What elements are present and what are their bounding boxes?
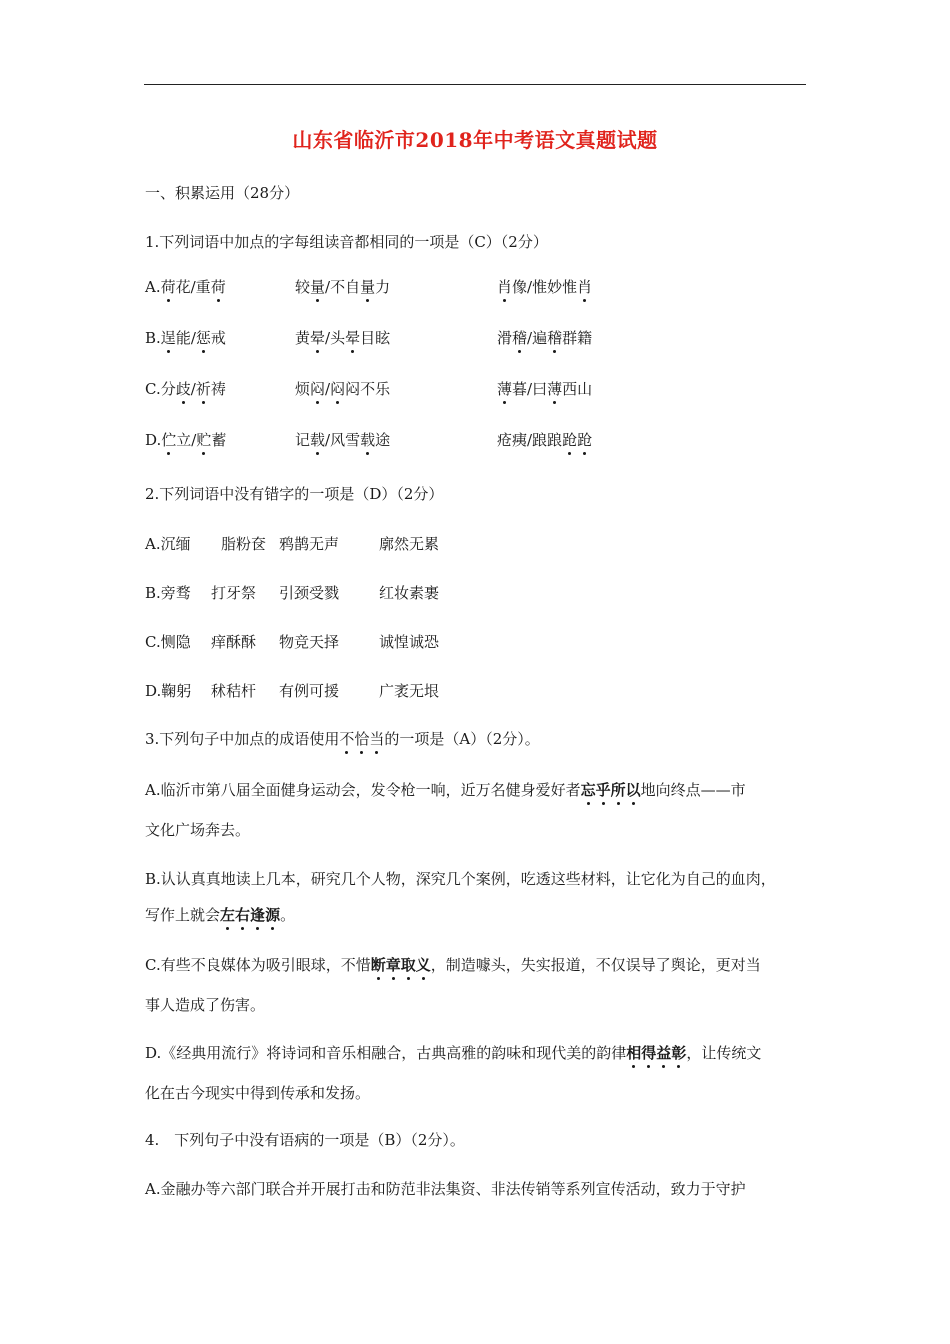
q2-option-b-col2: 打牙祭: [211, 584, 257, 602]
q1-option-d-col1: D.伫立/贮蓄: [145, 431, 227, 449]
question-1-stem: 1.下列词语中加点的字每组读音都相同的一项是（C）（2分）: [145, 233, 548, 251]
q2-option-c-col3: 物竞天择: [279, 633, 340, 651]
q3-option-c-line2: 事人造成了伤害。: [145, 996, 266, 1014]
q1-option-a-col3: 肖像/惟妙惟肖: [497, 278, 593, 296]
q1-option-b-col3: 滑稽/遍稽群籍: [497, 329, 593, 347]
q1-option-d-col2: 记载/风雪载途: [295, 431, 391, 449]
q1-option-c-col1: C.分歧/祈祷: [145, 380, 226, 398]
top-rule: [144, 84, 806, 85]
q2-option-a-col2: 脂粉奁: [221, 535, 267, 553]
q3-option-d-line1: D.《经典用流行》将诗词和音乐相融合，古典高雅的韵味和现代美的韵律相得益彰，让传统文: [145, 1044, 762, 1062]
q1-option-c-col3: 薄暮/曰薄西山: [497, 380, 593, 398]
q3-option-b-line1: B.认认真真地读上几本，研究几个人物，深究几个案例，吃透这些材料，让它化为自己的血肉，: [145, 870, 776, 888]
section-heading: 一、积累运用（28分）: [145, 184, 300, 202]
q2-option-b-col1: B.旁骛: [145, 584, 191, 602]
q2-option-b-col3: 引颈受戮: [279, 584, 340, 602]
q2-option-d-col2: 秫秸杆: [211, 682, 257, 700]
q1-option-c-col2: 烦闷/闷闷不乐: [295, 380, 391, 398]
q4-option-a-line1: A.金融办等六部门联合并开展打击和防范非法集资、非法传销等系列宣传活动，致力于守护: [145, 1180, 746, 1198]
q3-option-c-line1: C.有些不良媒体为吸引眼球，不惜断章取义，制造噱头，失实报道，不仅误导了舆论，更对当: [145, 956, 761, 974]
q2-option-d-col1: D.鞠躬: [145, 682, 192, 700]
q2-option-a-col1: A.沉缅: [145, 535, 191, 553]
q3-option-b-line2: 写作上就会左右逢源。: [145, 906, 296, 924]
q2-option-c-col4: 诚惶诚恐: [379, 633, 440, 651]
q2-option-c-col1: C.恻隐: [145, 633, 191, 651]
q2-option-b-col4: 红妆素裹: [379, 584, 440, 602]
question-3-stem: 3.下列句子中加点的成语使用不恰当的一项是（A）（2分）。: [145, 730, 540, 748]
q3-idiom-b: 左右逢源: [220, 906, 281, 924]
q1-option-a-col1: A.荷花/重荷: [145, 278, 226, 296]
q2-option-d-col4: 广袤无垠: [379, 682, 440, 700]
q3-idiom-a: 忘乎所以: [580, 781, 641, 799]
q3-option-a-line2: 文化广场奔去。: [145, 821, 251, 839]
q3-option-a-line1: A.临沂市第八届全面健身运动会，发令枪一响，近万名健身爱好者忘乎所以地向终点——市: [145, 781, 746, 799]
page-title: 山东省临沂市2018年中考语文真题试题: [292, 128, 658, 152]
question-4-stem: 4. 下列句子中没有语病的一项是（B）（2分）。: [145, 1131, 465, 1149]
q1-option-a-col2: 较量/不自量力: [295, 278, 391, 296]
q1-option-b-col1: B.逞能/惩戒: [145, 329, 226, 347]
q2-option-a-col4: 廓然无累: [379, 535, 440, 553]
q3-idiom-d: 相得益彰: [626, 1044, 687, 1062]
q1-option-b-col2: 黄晕/头晕目眩: [295, 329, 391, 347]
q1-option-d-col3: 疮痍/踉踉跄跄: [497, 431, 593, 449]
q3-idiom-c: 断章取义: [370, 956, 431, 974]
q3-dotted-phrase: 不恰当: [339, 730, 385, 748]
q2-option-d-col3: 有例可援: [279, 682, 340, 700]
q2-option-a-col3: 鸦鹊无声: [279, 535, 340, 553]
q3-option-d-line2: 化在古今现实中得到传承和发扬。: [145, 1084, 371, 1102]
q2-option-c-col2: 痒酥酥: [211, 633, 257, 651]
question-2-stem: 2.下列词语中没有错字的一项是（D）（2分）: [145, 485, 444, 503]
